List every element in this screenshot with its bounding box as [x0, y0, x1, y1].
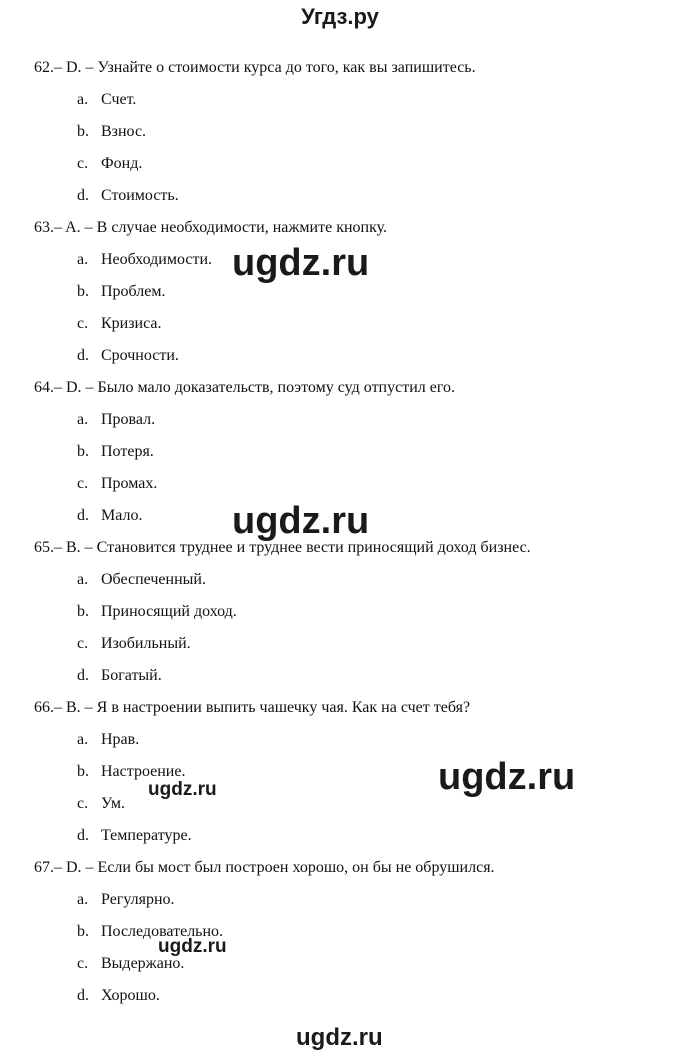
option-letter: b.: [77, 443, 89, 460]
option-text: Выдержано.: [101, 955, 185, 972]
option-letter: a.: [77, 251, 89, 268]
option-letter: a.: [77, 731, 89, 748]
option-letter: d.: [77, 667, 89, 684]
option-letter: b.: [77, 763, 89, 780]
option-letter: b.: [77, 283, 89, 300]
option-63-d: [77, 346, 179, 366]
option-letter: d.: [77, 507, 89, 524]
option-67-a: [77, 890, 175, 910]
option-text: Приносящий доход.: [101, 603, 237, 620]
option-letter: a.: [77, 571, 89, 588]
option-letter: d.: [77, 187, 89, 204]
option-64-a: [77, 410, 155, 430]
option-text: Нрав.: [101, 731, 140, 748]
option-66-d: [77, 826, 192, 846]
option-letter: c.: [77, 635, 89, 652]
option-text: Стоимость.: [101, 187, 179, 204]
option-text: Регулярно.: [101, 891, 175, 908]
option-63-b: [77, 282, 166, 302]
option-66-c: [77, 794, 125, 814]
option-text: Взнос.: [101, 123, 147, 140]
option-text: Богатый.: [101, 667, 162, 684]
option-62-d: [77, 186, 179, 206]
question-64: 64.– D. – Было мало доказательств, поэтому суд отпустил его.: [34, 379, 456, 396]
watermark-footer: ugdz.ru: [296, 1024, 383, 1051]
option-text: Кризиса.: [101, 315, 162, 332]
option-62-c: [77, 154, 142, 174]
option-text: Последовательно.: [101, 923, 224, 940]
watermark: ugdz.ru: [232, 500, 370, 542]
option-text: Мало.: [101, 507, 143, 524]
option-letter: d.: [77, 827, 89, 844]
question-67: 67.– D. – Если бы мост был построен хорошо, он бы не обрушился.: [34, 859, 495, 876]
option-text: Обеспеченный.: [101, 571, 206, 588]
option-63-c: [77, 314, 162, 334]
option-62-a: [77, 90, 136, 110]
option-64-d: [77, 506, 142, 526]
watermark: ugdz.ru: [438, 756, 576, 798]
option-text: Фонд.: [101, 155, 143, 172]
option-letter: c.: [77, 955, 89, 972]
option-text: Изобильный.: [101, 635, 191, 652]
option-letter: c.: [77, 475, 89, 492]
option-letter: b.: [77, 603, 89, 620]
option-text: Ум.: [101, 795, 126, 812]
option-letter: d.: [77, 987, 89, 1004]
option-letter: a.: [77, 411, 89, 428]
option-66-a: [77, 730, 139, 750]
option-text: Промах.: [101, 475, 158, 492]
question-63: 63.– A. – В случае необходимости, нажмите кнопку.: [34, 219, 388, 236]
option-letter: c.: [77, 155, 89, 172]
option-letter: c.: [77, 315, 89, 332]
option-63-a: [77, 250, 212, 270]
watermark: ugdz.ru: [232, 242, 370, 284]
option-67-d: [77, 986, 160, 1006]
option-64-c: [77, 474, 157, 494]
option-65-c: [77, 634, 191, 654]
option-text: Настроение.: [101, 763, 186, 780]
option-letter: a.: [77, 91, 89, 108]
question-62: 62.– D. – Узнайте о стоимости курса до того, как вы запишитесь.: [34, 59, 476, 76]
option-text: Температуре.: [101, 827, 192, 844]
option-text: Проблем.: [101, 283, 166, 300]
option-65-a: [77, 570, 206, 590]
option-text: Провал.: [101, 411, 156, 428]
option-65-b: [77, 602, 237, 622]
option-67-c: [77, 954, 184, 974]
option-letter: b.: [77, 123, 89, 140]
question-65: 65.– B. – Становится труднее и труднее вести приносящий доход бизнес.: [34, 539, 531, 556]
option-text: Необходимости.: [101, 251, 212, 268]
option-62-b: [77, 122, 146, 142]
option-text: Потеря.: [101, 443, 154, 460]
option-letter: c.: [77, 795, 89, 812]
option-letter: b.: [77, 923, 89, 940]
site-title: Угдз.ру: [301, 4, 379, 29]
option-text: Хорошо.: [101, 987, 160, 1004]
option-letter: a.: [77, 891, 89, 908]
option-65-d: [77, 666, 162, 686]
question-66: 66.– B. – Я в настроении выпить чашечку чая. Как на счет тебя?: [34, 699, 471, 716]
option-64-b: [77, 442, 154, 462]
option-text: Срочности.: [101, 347, 179, 364]
option-letter: d.: [77, 347, 89, 364]
watermark: ugdz.ru: [158, 936, 227, 957]
option-text: Счет.: [101, 91, 137, 108]
watermark: ugdz.ru: [148, 779, 217, 800]
